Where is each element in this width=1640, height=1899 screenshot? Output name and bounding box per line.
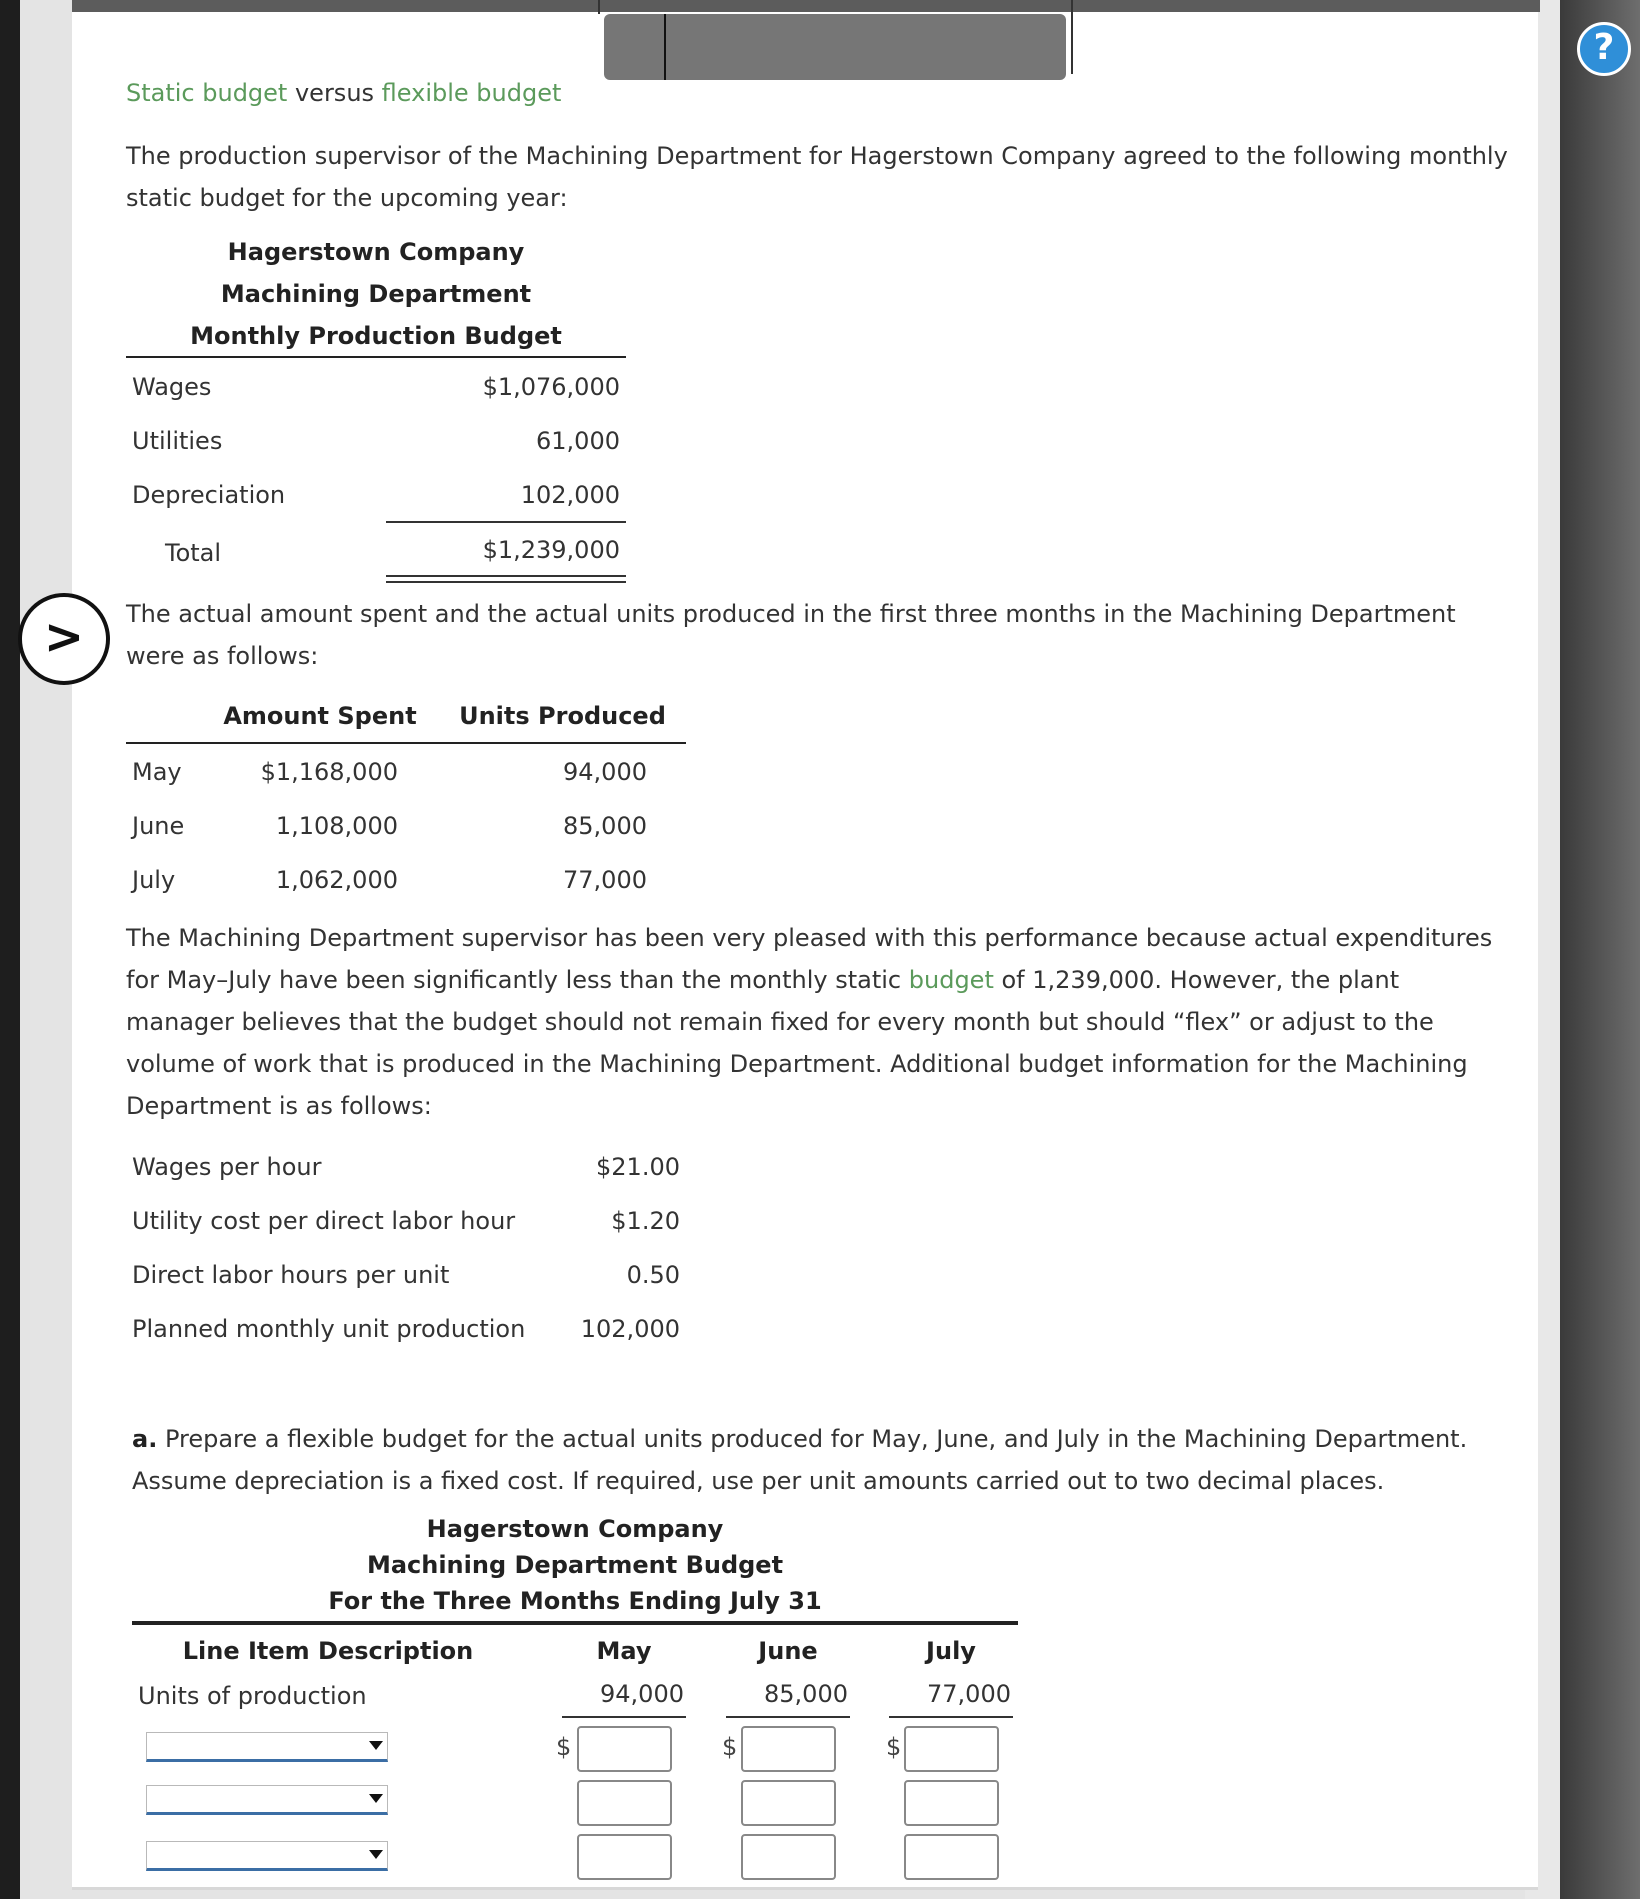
intro-line: The production supervisor of the Machining Department for Hagerstown Company agreed to the following monthly bbox=[126, 142, 1508, 170]
june-amount-input[interactable] bbox=[741, 1726, 836, 1772]
currency-symbol: $ bbox=[886, 1733, 902, 1761]
info-label: Wages per hour bbox=[132, 1153, 322, 1181]
chevron-down-icon bbox=[369, 1850, 383, 1859]
june-amount-input[interactable] bbox=[741, 1780, 836, 1826]
static-budget-heading-department: Machining Department bbox=[220, 280, 532, 308]
static-budget-label: Wages bbox=[132, 373, 212, 401]
supervisor-text: for May–July have been significantly less than the monthly static bbox=[126, 966, 909, 994]
static-budget-total-label: Total bbox=[165, 539, 222, 567]
line-item-dropdown[interactable] bbox=[146, 1841, 388, 1871]
may-amount-input[interactable] bbox=[577, 1834, 672, 1880]
subtotal-rule bbox=[386, 521, 626, 523]
supervisor-text: of 1,239,000. However, the plant bbox=[993, 966, 1400, 994]
text-cursor bbox=[664, 14, 666, 80]
july-amount-input[interactable] bbox=[904, 1780, 999, 1826]
static-budget-value: $1,076,000 bbox=[482, 373, 620, 401]
actuals-units: 77,000 bbox=[563, 866, 647, 894]
units-may: 94,000 bbox=[600, 1680, 684, 1708]
actuals-header-amount: Amount Spent bbox=[223, 702, 417, 730]
june-amount-input[interactable] bbox=[741, 1834, 836, 1880]
info-value: $1.20 bbox=[611, 1207, 680, 1235]
info-value: $21.00 bbox=[596, 1153, 680, 1181]
window-frame-left bbox=[0, 0, 20, 1899]
divider-line bbox=[598, 0, 600, 14]
actuals-amount: $1,168,000 bbox=[260, 758, 398, 786]
may-amount-input[interactable] bbox=[577, 1780, 672, 1826]
supervisor-line: volume of work that is produced in the Machining Department. Additional budget information for the Machining bbox=[126, 1050, 1468, 1078]
intro-line: static budget for the upcoming year: bbox=[126, 184, 568, 212]
july-amount-input[interactable] bbox=[904, 1834, 999, 1880]
static-budget-value: 102,000 bbox=[520, 481, 620, 509]
page-title bbox=[126, 72, 561, 114]
chevron-down-icon bbox=[369, 1741, 383, 1750]
top-bar bbox=[72, 0, 1540, 12]
flex-col-description: Line Item Description bbox=[182, 1637, 474, 1665]
actuals-header-units: Units Produced bbox=[459, 702, 666, 730]
units-june: 85,000 bbox=[764, 1680, 848, 1708]
july-amount-input[interactable] bbox=[904, 1726, 999, 1772]
question-line bbox=[132, 1418, 1467, 1460]
static-budget-heading-title: Monthly Production Budget bbox=[190, 322, 562, 350]
column-rule bbox=[562, 1716, 686, 1718]
info-value: 0.50 bbox=[626, 1261, 680, 1289]
overlay-box bbox=[604, 14, 1066, 80]
actuals-month: June bbox=[132, 812, 185, 840]
info-label: Direct labor hours per unit bbox=[132, 1261, 450, 1289]
actuals-month: July bbox=[132, 866, 176, 894]
intro-paragraph bbox=[126, 135, 1508, 219]
currency-symbol: $ bbox=[722, 1733, 738, 1761]
units-of-production-label: Units of production bbox=[138, 1682, 367, 1710]
flex-budget-heading-company: Hagerstown Company bbox=[426, 1515, 724, 1543]
flex-col-june: June bbox=[758, 1637, 818, 1665]
static-budget-value: 61,000 bbox=[536, 427, 620, 455]
info-label: Utility cost per direct labor hour bbox=[132, 1207, 516, 1235]
info-label: Planned monthly unit production bbox=[132, 1315, 526, 1343]
static-budget-total-value: $1,239,000 bbox=[482, 536, 620, 564]
line-item-dropdown[interactable] bbox=[146, 1732, 388, 1762]
column-rule bbox=[726, 1716, 850, 1718]
table-rule bbox=[126, 742, 686, 744]
flex-col-may: May bbox=[596, 1637, 652, 1665]
question-a bbox=[132, 1418, 1467, 1502]
flex-col-july: July bbox=[926, 1637, 976, 1665]
static-budget-link[interactable]: Static budget bbox=[126, 79, 288, 107]
actuals-units: 94,000 bbox=[563, 758, 647, 786]
total-double-rule bbox=[386, 575, 626, 577]
actuals-amount: 1,108,000 bbox=[275, 812, 398, 840]
supervisor-line: manager believes that the budget should not remain fixed for every month but should “flex” or adjust to the bbox=[126, 1008, 1434, 1036]
static-budget-label: Utilities bbox=[132, 427, 223, 455]
budget-link[interactable]: budget bbox=[908, 966, 994, 994]
chevron-right-icon[interactable]: > bbox=[18, 593, 110, 685]
static-budget-label: Depreciation bbox=[132, 481, 286, 509]
question-prefix: a. bbox=[132, 1425, 158, 1453]
units-july: 77,000 bbox=[927, 1680, 1011, 1708]
question-line: Assume depreciation is a fixed cost. If required, use per unit amounts carried out to two decimal places. bbox=[132, 1467, 1385, 1495]
actuals-intro-line: were as follows: bbox=[126, 642, 319, 670]
actuals-intro-line: The actual amount spent and the actual units produced in the first three months in the Machining Department bbox=[126, 600, 1456, 628]
info-value: 102,000 bbox=[580, 1315, 680, 1343]
flex-budget-heading-period: For the Three Months Ending July 31 bbox=[328, 1587, 822, 1615]
actuals-month: May bbox=[132, 758, 182, 786]
table-rule bbox=[126, 356, 626, 358]
static-budget-heading-company: Hagerstown Company bbox=[227, 238, 525, 266]
flexible-budget-link[interactable]: flexible budget bbox=[381, 79, 562, 107]
question-text: Prepare a flexible budget for the actual units produced for May, June, and July in the Machining Department. bbox=[157, 1425, 1468, 1453]
actuals-intro-paragraph bbox=[126, 593, 1456, 677]
column-rule bbox=[889, 1716, 1013, 1718]
supervisor-line: Department is as follows: bbox=[126, 1092, 432, 1120]
actuals-units: 85,000 bbox=[563, 812, 647, 840]
actuals-amount: 1,062,000 bbox=[275, 866, 398, 894]
supervisor-paragraph bbox=[126, 917, 1492, 1127]
title-connector: versus bbox=[287, 79, 382, 107]
supervisor-line: The Machining Department supervisor has been very pleased with this performance because actual expenditures bbox=[126, 924, 1493, 952]
flex-budget-heading-department: Machining Department Budget bbox=[366, 1551, 784, 1579]
supervisor-line bbox=[126, 959, 1492, 1001]
table-rule bbox=[132, 1621, 1018, 1625]
total-double-rule bbox=[386, 581, 626, 583]
chevron-down-icon bbox=[369, 1794, 383, 1803]
may-amount-input[interactable] bbox=[577, 1726, 672, 1772]
line-item-dropdown[interactable] bbox=[146, 1785, 388, 1815]
help-icon[interactable]: ? bbox=[1577, 22, 1631, 76]
divider-line bbox=[1071, 0, 1073, 74]
window-frame-right bbox=[1560, 0, 1640, 1899]
currency-symbol: $ bbox=[556, 1733, 572, 1761]
